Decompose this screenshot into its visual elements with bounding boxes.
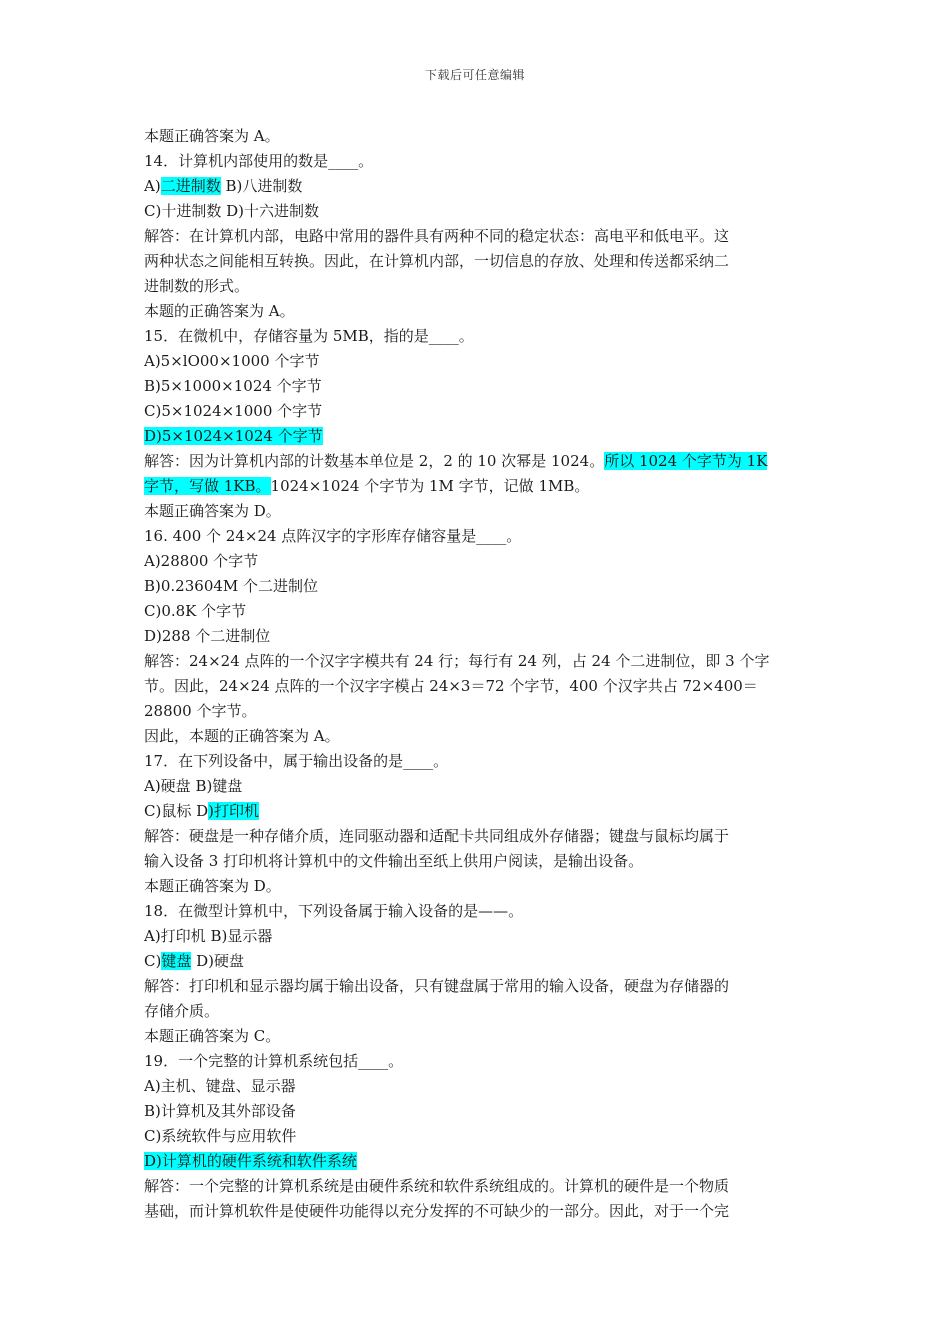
explanation-line: 28800 个字节。 (144, 702, 257, 720)
highlighted-answer: )打印机 (208, 802, 259, 820)
options-line: A)打印机 B)显示器 (144, 927, 273, 945)
explanation-line: 解答：一个完整的计算机系统是由硬件系统和软件系统组成的。计算机的硬件是一个物质 (144, 1177, 730, 1195)
question-14: 14．计算机内部使用的数是____。 (144, 152, 374, 170)
answer-line: 本题正确答案为 C。 (144, 1027, 281, 1045)
option-d (144, 424, 808, 449)
options-line: C)鼠标 D)打印机 (144, 802, 259, 820)
explanation-line: 解答：硬盘是一种存储介质，连同驱动器和适配卡共同组成外存储器；键盘与鼠标均属于 (144, 827, 730, 845)
option-c: C)0.8K 个字节 (144, 602, 247, 620)
document-body (144, 124, 808, 1224)
explanation-line: 解答：在计算机内部，电路中常用的器件具有两种不同的稳定状态：高电平和低电平。这 (144, 227, 730, 245)
question-16: 16. 400 个 24×24 点阵汉字的字形库存储容量是____。 (144, 527, 522, 545)
question-18: 18．在微型计算机中，下列设备属于输入设备的是——。 (144, 902, 524, 920)
options-line: A)二进制数 B)八进制数 (144, 177, 303, 195)
option-b: B)计算机及其外部设备 (144, 1102, 296, 1120)
explanation-line: 解答：因为计算机内部的计数基本单位是 2，2 的 10 次幂是 1024。所以 1024 个字节为 1K (144, 452, 768, 470)
explanation-line: 字节，写做 1KB。1024×1024 个字节为 1M 字节，记做 1MB。 (144, 477, 590, 495)
answer-line: 本题正确答案为 D。 (144, 877, 281, 895)
answer-line: 本题正确答案为 A。 (144, 127, 280, 145)
highlighted-text: 字节，写做 1KB。 (144, 477, 271, 495)
page-header: 下载后可任意编辑 (424, 68, 525, 82)
answer-line: 本题正确答案为 D。 (144, 502, 281, 520)
explanation-line: 解答：打印机和显示器均属于输出设备，只有键盘属于常用的输入设备，硬盘为存储器的 (144, 977, 730, 995)
option-c: C)5×1024×1000 个字节 (144, 402, 323, 420)
explanation-line: 基础，而计算机软件是使硬件功能得以充分发挥的不可缺少的一部分。因此，对于一个完 (144, 1202, 730, 1220)
answer-line: 本题的正确答案为 A。 (144, 302, 295, 320)
highlighted-text: 所以 1024 个字节为 1K (604, 452, 768, 470)
highlighted-answer: D)5×1024×1024 个字节 (144, 427, 323, 445)
option-c: C)系统软件与应用软件 (144, 1127, 297, 1145)
option-d: D)288 个二进制位 (144, 627, 271, 645)
question-19: 19．一个完整的计算机系统包括____。 (144, 1052, 404, 1070)
explanation-line: 解答：24×24 点阵的一个汉字字模共有 24 行；每行有 24 列，占 24 个二进制位，即 3 个字 (144, 652, 770, 670)
explanation-line: 节。因此，24×24 点阵的一个汉字字模占 24×3＝72 个字节，400 个汉字共占 72×400＝ (144, 677, 758, 695)
explanation-line: 两种状态之间能相互转换。因此，在计算机内部，一切信息的存放、处理和传送都采纳二 (144, 252, 730, 270)
highlighted-answer: 键盘 (161, 952, 192, 970)
explanation-line: 进制数的形式。 (144, 277, 250, 295)
option-a: A)28800 个字节 (144, 552, 259, 570)
options-line: C)键盘 D)硬盘 (144, 952, 245, 970)
highlighted-answer: D)计算机的硬件系统和软件系统 (144, 1152, 357, 1170)
option-b: B)5×1000×1024 个字节 (144, 377, 322, 395)
answer-line: 因此，本题的正确答案为 A。 (144, 727, 340, 745)
highlighted-answer: 二进制数 (160, 177, 221, 195)
option-a: A)5×lO00×1000 个字节 (144, 352, 320, 370)
option-d (144, 1149, 808, 1174)
options-line: A)硬盘 B)键盘 (144, 777, 243, 795)
question-17: 17．在下列设备中，属于输出设备的是____。 (144, 752, 449, 770)
explanation-line: 输入设备 3 打印机将计算机中的文件输出至纸上供用户阅读，是输出设备。 (144, 852, 644, 870)
options-line: C)十进制数 D)十六进制数 (144, 202, 319, 220)
explanation-line: 存储介质。 (144, 1002, 220, 1020)
option-a: A)主机、键盘、显示器 (144, 1077, 296, 1095)
option-b: B)0.23604M 个二进制位 (144, 577, 319, 595)
question-15: 15．在微机中，存储容量为 5MB，指的是____。 (144, 327, 474, 345)
